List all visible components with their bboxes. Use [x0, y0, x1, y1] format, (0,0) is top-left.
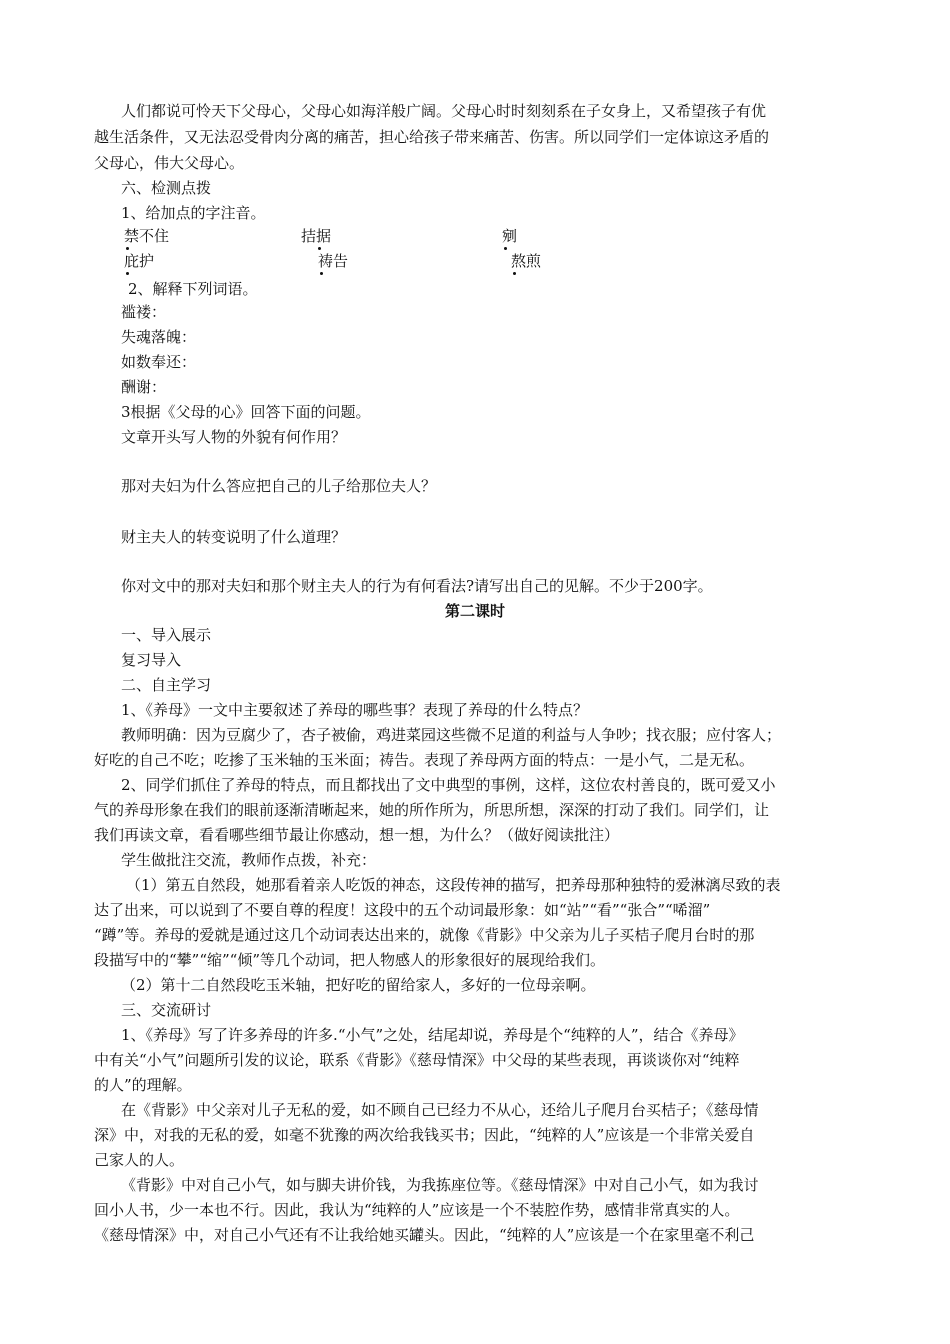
paragraph-line: 学生做批注交流，教师作点拨，补充：: [121, 851, 377, 869]
paragraph-line: 我们再读文章，看看哪些细节最让你感动，想一想，为什么？（做好阅读批注）: [94, 826, 620, 844]
dotted-char: 庇: [124, 252, 140, 270]
term-line: 褴褛：: [121, 303, 167, 321]
question: 财主夫人的转变说明了什么道理？: [121, 528, 347, 546]
paragraph-line: 越生活条件，又无法忍受骨肉分离的痛苦，担心给孩子带来痛苦、伤害。所以同学们一定体谅这矛盾的: [94, 128, 770, 146]
paragraph-line: 己家人的人。: [94, 1151, 185, 1169]
question: 3根据《父母的心》回答下面的问题。: [121, 403, 371, 421]
paragraph-line: 2、同学们抓住了养母的特点，而且都找出了文中典型的事例，这样，这位农村善良的，既可爱又小: [121, 776, 776, 794]
paragraph-line: 深》中，对我的无私的爱，如毫不犹豫的两次给我钱买书；因此，“纯粹的人”应该是一个非常关爱自: [94, 1126, 755, 1144]
word-item: 熬煎: [511, 252, 542, 270]
paragraph-line: 1、《养母》写了许多养母的许多.“小气”之处，结尾却说，养母是个“纯粹的人”，结合《养母》: [121, 1026, 744, 1044]
paragraph-line: 教师明确：因为豆腐少了，杏子被偷，鸡进菜园这些微不足道的利益与人争吵；找衣服；应付客人；: [121, 726, 782, 744]
paragraph-line: （2）第十二自然段吃玉米轴，把好吃的留给家人，多好的一位母亲啊。: [121, 976, 596, 994]
paragraph-line: 《背影》中对自己小气，如与脚夫讲价钱，为我拣座位等。《慈母情深》中对自己小气，如为我讨: [121, 1176, 759, 1194]
dotted-char: 剜: [502, 227, 518, 245]
word-item: 禁不住: [124, 227, 170, 245]
dotted-char: 据: [316, 227, 332, 245]
paragraph-line: 达了出来，可以说到了不要自尊的程度！这段中的五个动词最形象：如“站”“看”“张合”“唏溜”: [94, 901, 711, 919]
lesson-title: 第二课时: [444, 602, 505, 620]
paragraph-line: 的人”的理解。: [94, 1076, 192, 1094]
paragraph-line: 好吃的自己不吃；吃掺了玉米轴的玉米面；祷告。表现了养母两方面的特点：一是小气，二是无私。: [94, 751, 755, 769]
paragraph-line: 《慈母情深》中，对自己小气还有不让我给她买罐头。因此，“纯粹的人”应该是一个在家里毫不利己: [94, 1226, 755, 1244]
section-heading: 六、检测点拨: [121, 179, 212, 197]
paragraph-line: 在《背影》中父亲对儿子无私的爱，如不顾自己已经力不从心，还给儿子爬月台买桔子；《慈母情: [121, 1101, 759, 1119]
word-item: 庇护: [124, 252, 155, 270]
paragraph-line: “蹲”等。养母的爱就是通过这几个动词表达出来的，就像《背影》中父亲为儿子买桔子爬月台时的那: [94, 926, 755, 944]
question: 文章开头写人物的外貌有何作用？: [121, 428, 347, 446]
paragraph-line: （1）第五自然段，她那看着亲人吃饭的神态，这段传神的描写，把养母那种独特的爱淋漓尽致的表: [126, 876, 781, 894]
term-line: 酬谢：: [121, 378, 167, 396]
dotted-char: 禁: [124, 227, 140, 245]
paragraph-line: 段描写中的“攀”“缩”“倾”等几个动词，把人物感人的形象很好的展现给我们。: [94, 951, 606, 969]
question: 1、给加点的字注音。: [121, 204, 266, 222]
section-heading: 一、导入展示: [121, 626, 212, 644]
paragraph-line: 父母心，伟大父母心。: [94, 154, 245, 172]
paragraph-line: 人们都说可怜天下父母心，父母心如海洋般广阔。父母心时时刻刻系在子女身上，又希望孩子有优: [121, 102, 767, 120]
question: 那对夫妇为什么答应把自己的儿子给那位夫人？: [121, 477, 437, 495]
section-heading: 三、交流研讨: [121, 1001, 212, 1019]
term-line: 失魂落魄：: [121, 328, 197, 346]
dotted-char: 熬: [511, 252, 527, 270]
question: 你对文中的那对夫妇和那个财主夫人的行为有何看法?请写出自己的见解。不少于200字。: [121, 577, 713, 595]
section-heading: 二、自主学习: [121, 676, 212, 694]
paragraph-line: 中有关“小气”问题所引发的议论，联系《背影》《慈母情深》中父母的某些表现，再谈谈你对“纯粹: [94, 1051, 740, 1069]
word-item: [502, 226, 517, 246]
term-line: 如数奉还：: [121, 353, 197, 371]
dotted-char: 祷: [318, 252, 334, 270]
word-item: 拮据: [301, 227, 332, 245]
question: 2、解释下列词语。: [128, 280, 258, 298]
question: 1、《养母》一文中主要叙述了养母的哪些事？表现了养母的什么特点？: [121, 701, 589, 719]
paragraph-line: 复习导入: [121, 651, 182, 669]
word-item: 祷告: [318, 252, 349, 270]
paragraph-line: 回小人书，少一本也不行。因此，我认为“纯粹的人”应该是一个不装腔作势，感情非常真实的人。: [94, 1201, 740, 1219]
paragraph-line: 气的养母形象在我们的眼前逐渐清晰起来，她的所作所为，所思所想，深深的打动了我们。同学们，让: [94, 801, 770, 819]
